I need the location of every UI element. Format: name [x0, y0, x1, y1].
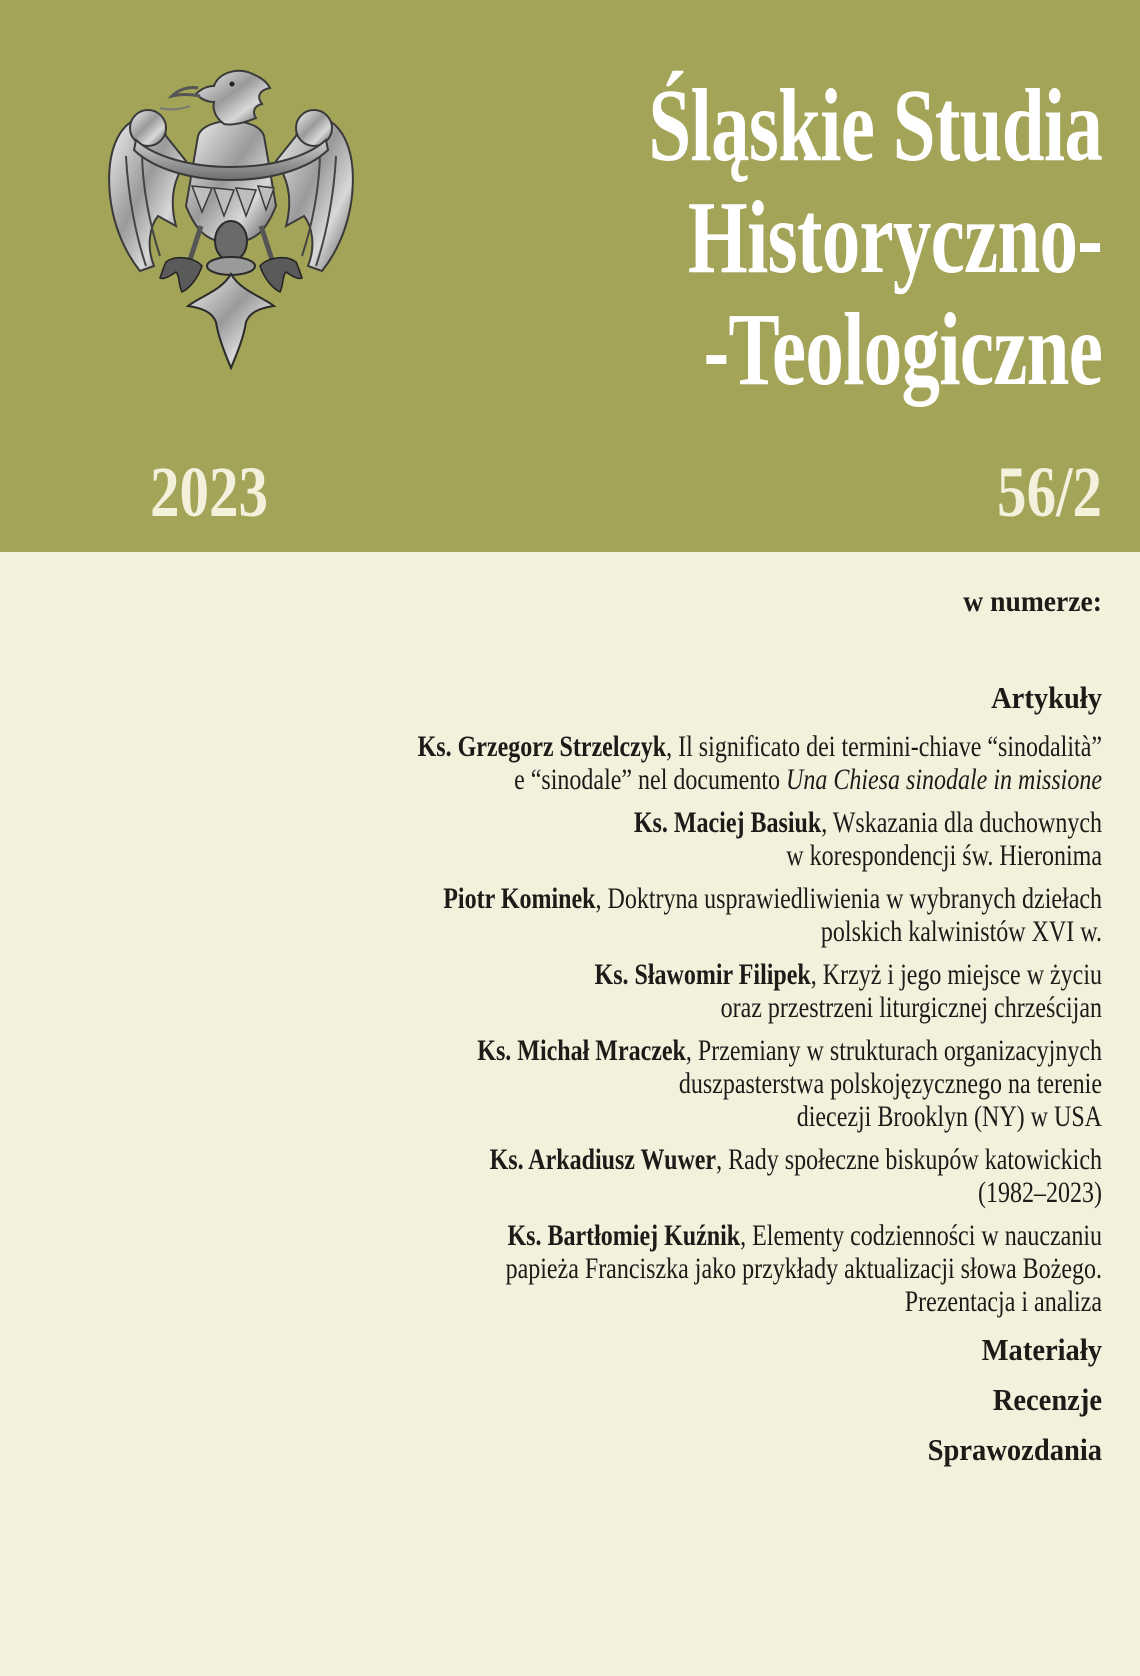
article-title-italic: Una Chiesa sinodale in missione	[786, 763, 1102, 796]
article-title-text: Doktryna usprawiedliwienia w wybranych dziełach	[607, 882, 1102, 915]
article-line: Ks. Maciej Basiuk, Wskazania dla duchownych	[633, 806, 1102, 839]
article-author: Piotr Kominek	[443, 882, 596, 915]
article-entry	[42, 958, 1102, 1024]
article-title-text: Rady społeczne biskupów katowickich	[728, 1143, 1102, 1176]
article-title-text: (1982–2023)	[978, 1176, 1102, 1209]
article-line: Ks. Michał Mraczek, Przemiany w strukturach organizacyjnych	[477, 1034, 1102, 1067]
article-entry	[42, 1219, 1102, 1318]
article-line: Ks. Grzegorz Strzelczyk, Il significato dei termini-chiave “sinodalità”	[417, 730, 1102, 763]
section-heading-reports: Sprawozdania	[927, 1432, 1102, 1467]
article-title-text: duszpasterstwa polskojęzycznego na terenie	[678, 1067, 1102, 1100]
article-title-text: polskich kalwinistów XVI w.	[820, 915, 1102, 948]
silesian-eagle-icon	[106, 66, 356, 372]
article-title-text: Przemiany w strukturach organizacyjnych	[697, 1034, 1102, 1067]
in-issue-label: w numerze:	[963, 585, 1102, 618]
article-line: Piotr Kominek, Doktryna usprawiedliwienia w wybranych dziełach	[443, 882, 1102, 915]
article-title-text: Prezentacja i analiza	[904, 1285, 1102, 1318]
article-author: Ks. Bartłomiej Kuźnik	[507, 1219, 741, 1252]
article-line	[254, 1285, 1102, 1318]
article-author: Ks. Arkadiusz Wuwer	[489, 1143, 717, 1176]
publication-year: 2023	[150, 452, 269, 532]
cover-header-band	[0, 0, 1140, 552]
article-list	[42, 730, 1102, 1318]
article-title-text: Wskazania dla duchownych	[832, 806, 1102, 839]
issue-number: 56/2	[997, 452, 1102, 532]
article-line	[254, 839, 1102, 872]
article-title-text: w korespondencji św. Hieronima	[786, 839, 1102, 872]
table-of-contents	[42, 584, 1102, 1482]
article-author: Ks. Grzegorz Strzelczyk	[417, 730, 667, 763]
article-line	[254, 1252, 1102, 1285]
article-title-text: Krzyż i jego miejsce w życiu	[822, 958, 1102, 991]
section-heading-articles: Artykuły	[991, 680, 1102, 715]
article-entry	[42, 1034, 1102, 1133]
article-line	[254, 1100, 1102, 1133]
article-title-text: Il significato dei termini-chiave “sinodalità”	[678, 730, 1102, 763]
article-title-text: e “sinodale” nel documento	[514, 763, 786, 796]
article-line	[254, 1176, 1102, 1209]
article-title-text: oraz przestrzeni liturgicznej chrześcijan	[720, 991, 1102, 1024]
other-sections-list	[42, 1332, 1102, 1468]
article-line: Ks. Sławomir Filipek, Krzyż i jego miejsce w życiu	[594, 958, 1102, 991]
article-entry	[42, 806, 1102, 872]
article-line	[254, 763, 1102, 796]
article-author: Ks. Maciej Basiuk	[633, 806, 822, 839]
article-line: Ks. Arkadiusz Wuwer, Rady społeczne biskupów katowickich	[489, 1143, 1102, 1176]
article-title-text: diecezji Brooklyn (NY) w USA	[796, 1100, 1102, 1133]
article-author: Ks. Sławomir Filipek	[594, 958, 811, 991]
article-author: Ks. Michał Mraczek	[477, 1034, 686, 1067]
section-heading-reviews: Recenzje	[992, 1382, 1102, 1417]
article-line	[254, 915, 1102, 948]
article-entry	[42, 882, 1102, 948]
article-title-text: papieża Franciszka jako przykłady aktualizacji słowa Bożego.	[505, 1252, 1102, 1285]
section-heading-materials: Materiały	[981, 1332, 1102, 1367]
article-entry	[42, 1143, 1102, 1209]
article-line: Ks. Bartłomiej Kuźnik, Elementy codzienności w nauczaniu	[507, 1219, 1102, 1252]
journal-title-line-1: Śląskie Studia	[648, 68, 1102, 183]
journal-title-line-3: -Teologiczne	[703, 292, 1102, 407]
article-entry	[42, 730, 1102, 796]
article-line	[254, 991, 1102, 1024]
article-title-text: Elementy codzienności w nauczaniu	[752, 1219, 1102, 1252]
journal-title-line-2: Historyczno-	[687, 180, 1102, 295]
article-line	[254, 1067, 1102, 1100]
journal-title	[489, 70, 1102, 406]
